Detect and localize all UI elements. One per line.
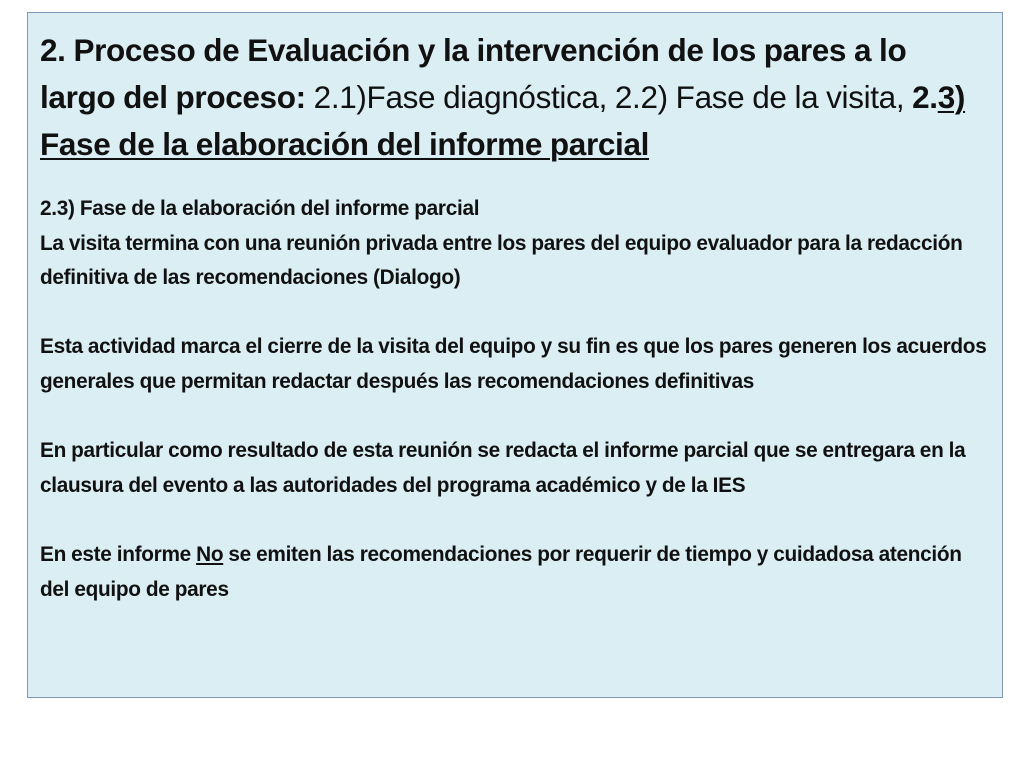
slide-body xyxy=(40,192,988,607)
title-normal-text: 2.1)Fase diagnóstica, 2.2) Fase de la visita, xyxy=(305,79,913,115)
body-paragraph-2: Esta actividad marca el cierre de la visita del equipo y su fin es que los pares generen los acuerdos generales que permitan redactar después las recomendaciones definitivas xyxy=(40,335,987,393)
body-paragraph-1: La visita termina con una reunión privada entre los pares del equipo evaluador para la redacción definitiva de las recomendaciones (Dialogo) xyxy=(40,231,963,290)
paragraph-spacer xyxy=(40,503,988,538)
title-bold-prefix: 2. xyxy=(912,79,938,115)
slide-content-box xyxy=(27,12,1003,698)
p4-text-after: se emiten las recomendaciones por requerir de tiempo y cuidadosa atención del equipo de pares xyxy=(40,542,962,601)
p4-text-before: En este informe xyxy=(40,542,197,566)
paragraph-spacer xyxy=(40,296,988,331)
body-paragraph-3: En particular como resultado de esta reunión se redacta el informe parcial que se entregara en la clausura del evento a las autoridades del programa académico y de la IES xyxy=(40,439,966,497)
body-paragraph-4 xyxy=(40,538,988,607)
slide-title xyxy=(40,27,988,168)
p4-underlined-word: No xyxy=(196,542,224,566)
body-subheading: 2.3) Fase de la elaboración del informe parcial xyxy=(40,197,480,220)
title-bold-text: 2. Proceso de Evaluación y la intervención de los pares a lo largo del proceso: xyxy=(40,32,907,115)
title-underlined-text: 3) Fase de la elaboración del informe parcial xyxy=(40,79,966,162)
paragraph-spacer xyxy=(40,400,988,435)
